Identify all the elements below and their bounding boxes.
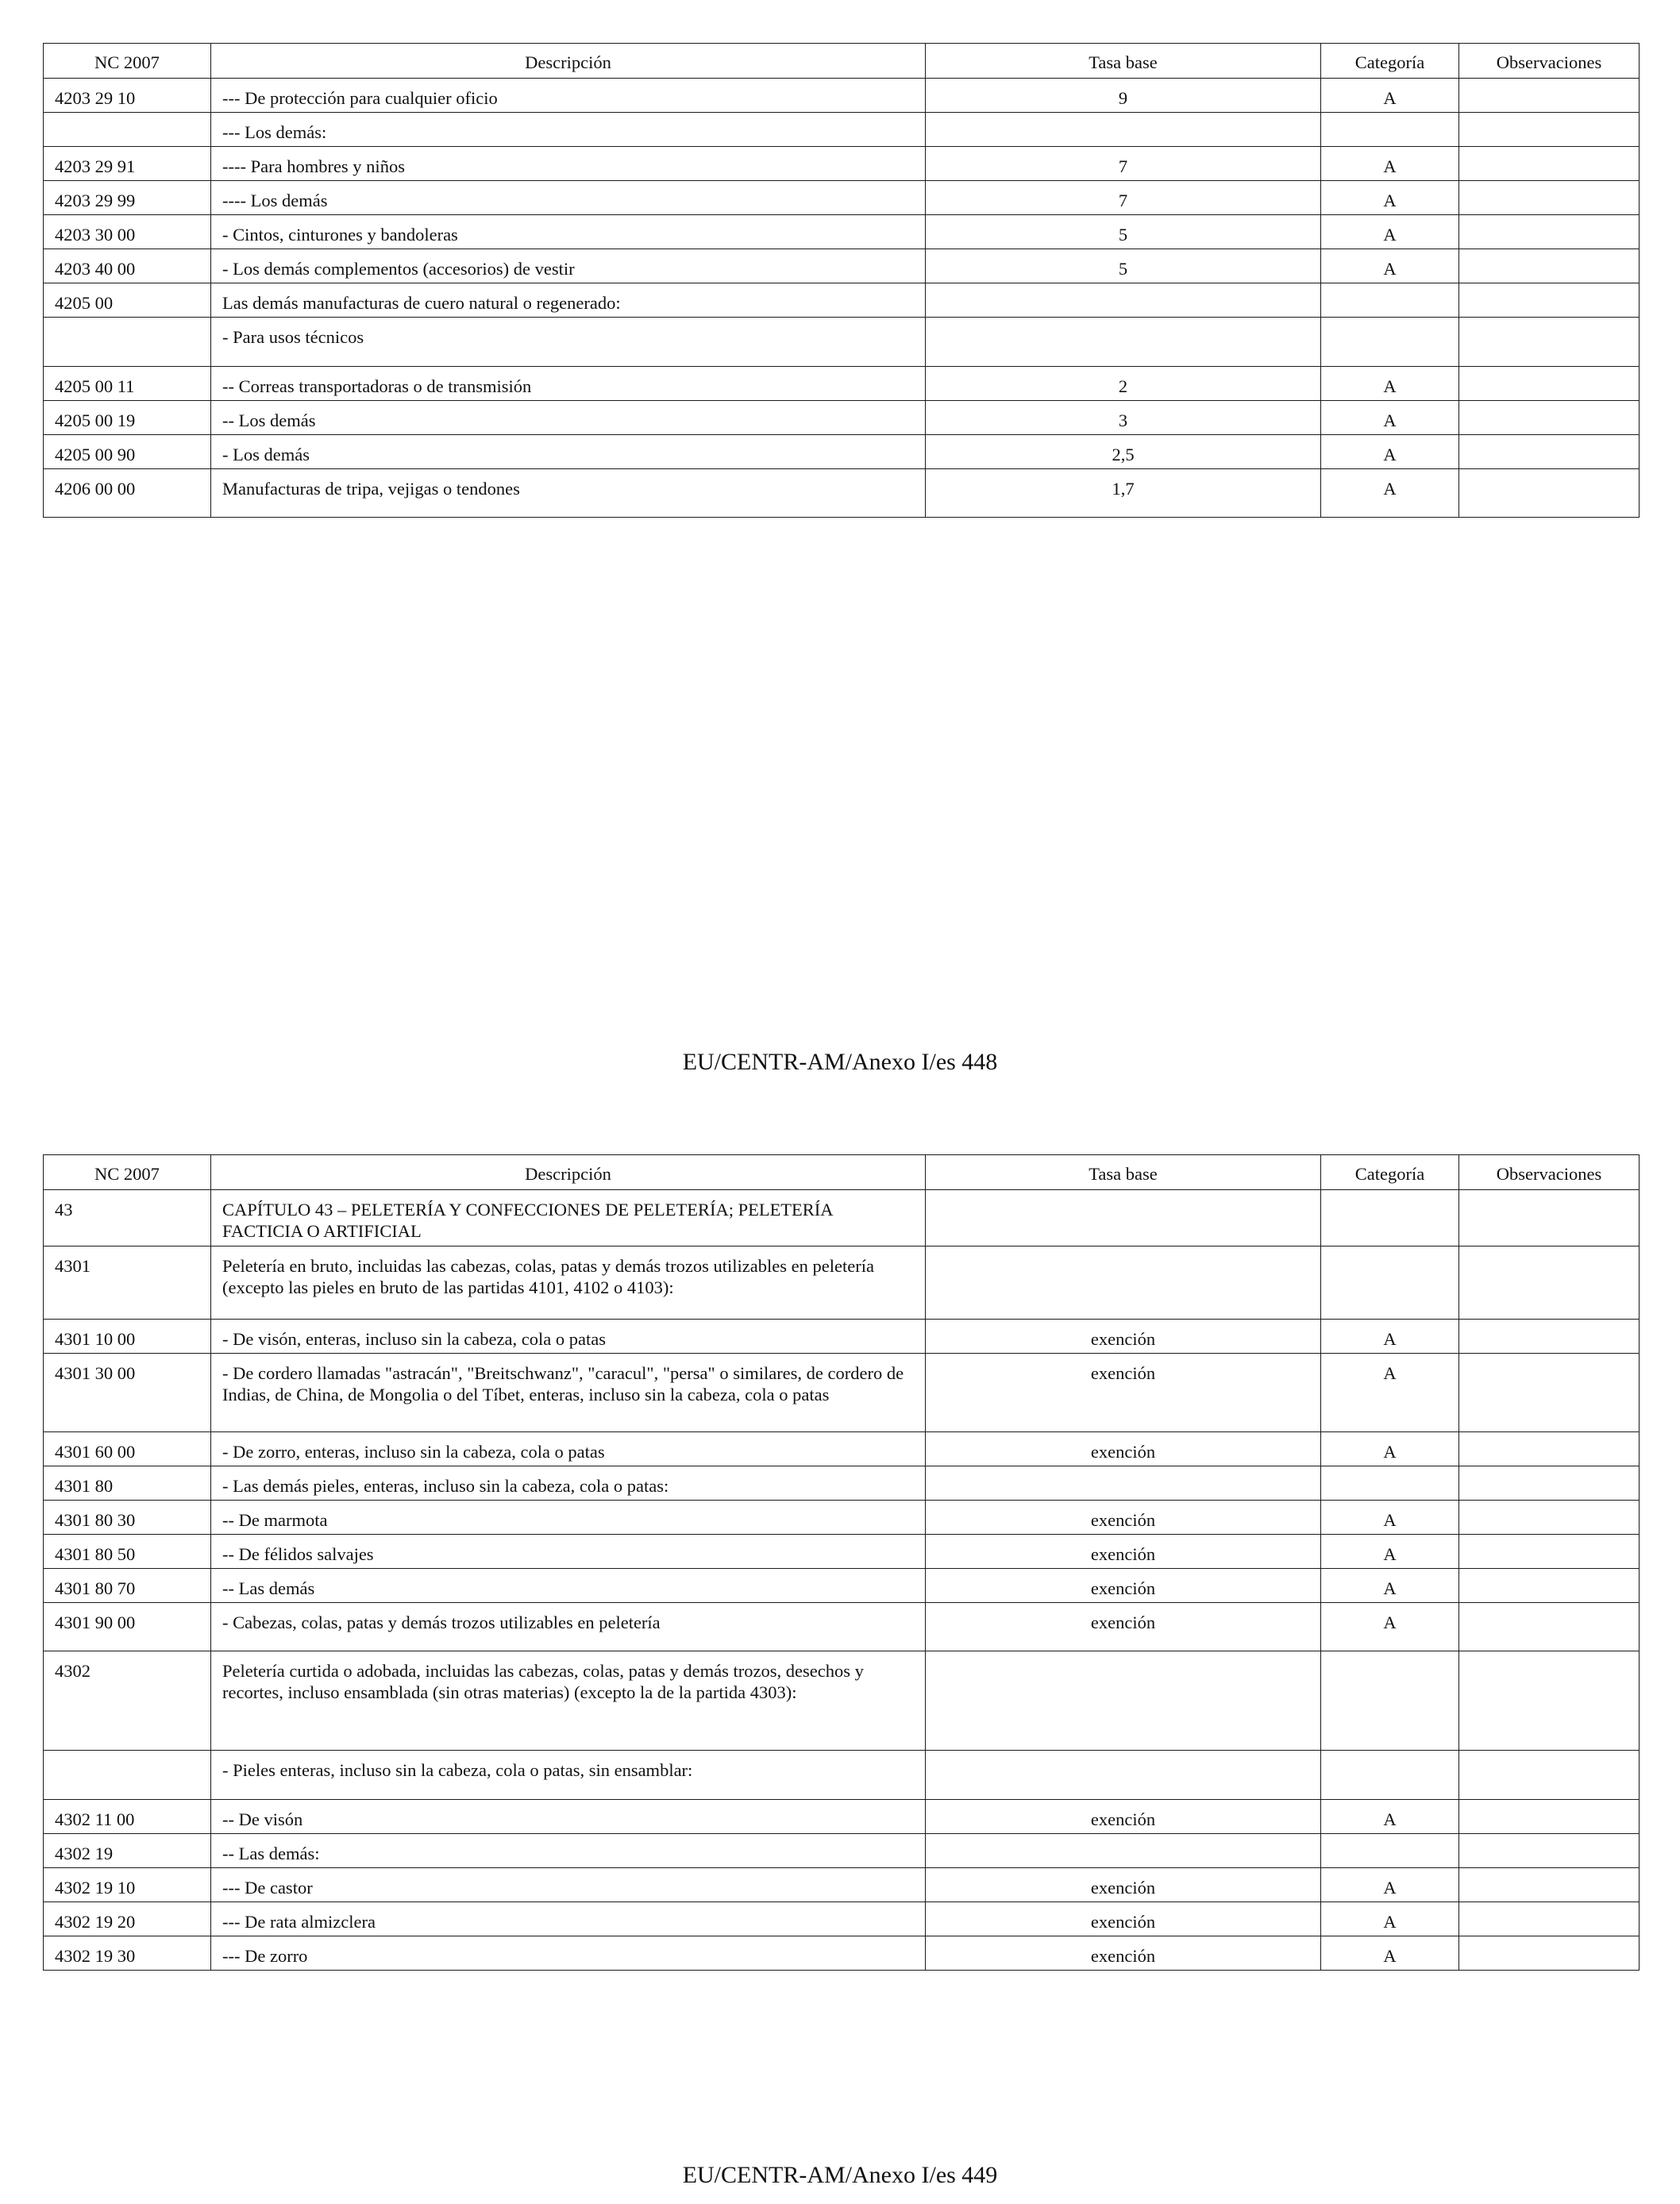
categoria-cell [1321, 1651, 1459, 1751]
tasa-base-cell: 3 [926, 401, 1321, 435]
observaciones-cell [1459, 1751, 1640, 1800]
categoria-cell: A [1321, 215, 1459, 249]
page-footer-449: EU/CENTR-AM/Anexo I/es 449 [682, 2162, 998, 2188]
description-cell: - Los demás [211, 435, 926, 469]
categoria-cell: A [1321, 181, 1459, 215]
tasa-base-cell: 1,7 [926, 469, 1321, 518]
header-descripcion: Descripción [211, 44, 926, 79]
header-descripcion: Descripción [211, 1155, 926, 1190]
table-row [44, 401, 1640, 435]
observaciones-cell [1459, 1354, 1640, 1432]
tasa-base-cell [926, 113, 1321, 147]
nc-cell: 4301 [44, 1246, 211, 1320]
tasa-base-cell [926, 1651, 1321, 1751]
observaciones-cell [1459, 1501, 1640, 1535]
table-row [44, 1354, 1640, 1432]
tasa-base-cell: 2 [926, 367, 1321, 401]
table-row [44, 1320, 1640, 1354]
tariff-table-page-448 [43, 43, 1640, 518]
description-cell: - Los demás complementos (accesorios) de vestir [211, 249, 926, 283]
nc-cell: 4205 00 [44, 283, 211, 318]
nc-cell: 4203 30 00 [44, 215, 211, 249]
header-categoria: Categoría [1321, 44, 1459, 79]
categoria-cell: A [1321, 79, 1459, 113]
tasa-base-cell: 7 [926, 181, 1321, 215]
description-cell: Las demás manufacturas de cuero natural o regenerado: [211, 283, 926, 318]
description-cell: - De cordero llamadas "astracán", "Breitschwanz", "caracul", "persa" o similares, de cordero de Indias, de China, de Mongolia o del Tíbet, enteras, incluso sin la cabeza, cola o patas [211, 1354, 926, 1432]
observaciones-cell [1459, 1246, 1640, 1320]
table-row [44, 1501, 1640, 1535]
categoria-cell: A [1321, 1936, 1459, 1971]
nc-cell: 4205 00 19 [44, 401, 211, 435]
description-cell: - De visón, enteras, incluso sin la cabeza, cola o patas [211, 1320, 926, 1354]
nc-cell: 4203 29 10 [44, 79, 211, 113]
categoria-cell [1321, 1751, 1459, 1800]
description-cell: --- Los demás: [211, 113, 926, 147]
description-cell: - De zorro, enteras, incluso sin la cabeza, cola o patas [211, 1432, 926, 1466]
header-tasa-base: Tasa base [926, 1155, 1321, 1190]
description-cell: -- Los demás [211, 401, 926, 435]
observaciones-cell [1459, 1535, 1640, 1569]
table-row [44, 1902, 1640, 1936]
description-cell: -- De félidos salvajes [211, 1535, 926, 1569]
table-row [44, 283, 1640, 318]
tasa-base-cell [926, 318, 1321, 367]
page-footer-448: EU/CENTR-AM/Anexo I/es 448 [682, 1049, 998, 1075]
description-cell: - Pieles enteras, incluso sin la cabeza, cola o patas, sin ensamblar: [211, 1751, 926, 1800]
categoria-cell: A [1321, 401, 1459, 435]
tariff-table-page-449 [43, 1154, 1640, 1971]
table-header-row [44, 1155, 1640, 1190]
header-nc: NC 2007 [44, 1155, 211, 1190]
header-tasa-base: Tasa base [926, 44, 1321, 79]
tasa-base-cell [926, 1190, 1321, 1246]
categoria-cell [1321, 1834, 1459, 1868]
tasa-base-cell: exención [926, 1354, 1321, 1432]
nc-cell: 4206 00 00 [44, 469, 211, 518]
table-row [44, 1535, 1640, 1569]
tasa-base-cell: 7 [926, 147, 1321, 181]
categoria-cell: A [1321, 435, 1459, 469]
tasa-base-cell: 2,5 [926, 435, 1321, 469]
description-cell: -- De visón [211, 1800, 926, 1834]
tasa-base-cell: exención [926, 1320, 1321, 1354]
categoria-cell: A [1321, 367, 1459, 401]
description-cell: --- De zorro [211, 1936, 926, 1971]
observaciones-cell [1459, 181, 1640, 215]
description-cell: ---- Para hombres y niños [211, 147, 926, 181]
table-row [44, 1834, 1640, 1868]
table-row [44, 79, 1640, 113]
tasa-base-cell [926, 1834, 1321, 1868]
description-cell: -- Las demás [211, 1569, 926, 1603]
description-cell: ---- Los demás [211, 181, 926, 215]
header-nc: NC 2007 [44, 44, 211, 79]
categoria-cell: A [1321, 1902, 1459, 1936]
nc-cell: 4302 19 10 [44, 1868, 211, 1902]
table-row [44, 318, 1640, 367]
categoria-cell: A [1321, 1603, 1459, 1651]
tasa-base-cell: 5 [926, 215, 1321, 249]
observaciones-cell [1459, 283, 1640, 318]
table-row [44, 1432, 1640, 1466]
tasa-base-cell: exención [926, 1501, 1321, 1535]
nc-cell: 4203 29 99 [44, 181, 211, 215]
tasa-base-cell: exención [926, 1936, 1321, 1971]
nc-cell: 43 [44, 1190, 211, 1246]
tasa-base-cell: 5 [926, 249, 1321, 283]
description-cell: - Cabezas, colas, patas y demás trozos utilizables en peletería [211, 1603, 926, 1651]
table-row [44, 1751, 1640, 1800]
categoria-cell: A [1321, 1569, 1459, 1603]
table-row [44, 1868, 1640, 1902]
observaciones-cell [1459, 1320, 1640, 1354]
nc-cell: 4301 80 30 [44, 1501, 211, 1535]
categoria-cell [1321, 283, 1459, 318]
tasa-base-cell: exención [926, 1902, 1321, 1936]
categoria-cell: A [1321, 1432, 1459, 1466]
categoria-cell: A [1321, 1501, 1459, 1535]
tasa-base-cell: exención [926, 1800, 1321, 1834]
tasa-base-cell [926, 283, 1321, 318]
nc-cell: 4203 29 91 [44, 147, 211, 181]
description-cell: Peletería en bruto, incluidas las cabezas, colas, patas y demás trozos utilizables en peletería (excepto las pieles en bruto de las partidas 4101, 4102 o 4103): [211, 1246, 926, 1320]
tasa-base-cell: 9 [926, 79, 1321, 113]
nc-cell: 4205 00 11 [44, 367, 211, 401]
nc-cell: 4301 60 00 [44, 1432, 211, 1466]
observaciones-cell [1459, 147, 1640, 181]
categoria-cell [1321, 1246, 1459, 1320]
description-cell: - Cintos, cinturones y bandoleras [211, 215, 926, 249]
description-cell: Manufacturas de tripa, vejigas o tendones [211, 469, 926, 518]
categoria-cell: A [1321, 1868, 1459, 1902]
categoria-cell: A [1321, 469, 1459, 518]
observaciones-cell [1459, 1936, 1640, 1971]
observaciones-cell [1459, 1902, 1640, 1936]
table-row [44, 113, 1640, 147]
nc-cell: 4301 90 00 [44, 1603, 211, 1651]
table-row [44, 1651, 1640, 1751]
nc-cell: 4302 11 00 [44, 1800, 211, 1834]
nc-cell: 4205 00 90 [44, 435, 211, 469]
observaciones-cell [1459, 469, 1640, 518]
table-row [44, 1466, 1640, 1501]
observaciones-cell [1459, 1190, 1640, 1246]
tasa-base-cell [926, 1751, 1321, 1800]
observaciones-cell [1459, 318, 1640, 367]
observaciones-cell [1459, 1800, 1640, 1834]
tasa-base-cell: exención [926, 1569, 1321, 1603]
categoria-cell [1321, 1190, 1459, 1246]
header-observaciones: Observaciones [1459, 1155, 1640, 1190]
observaciones-cell [1459, 1569, 1640, 1603]
description-cell: -- Las demás: [211, 1834, 926, 1868]
categoria-cell: A [1321, 1320, 1459, 1354]
tasa-base-cell [926, 1466, 1321, 1501]
nc-cell [44, 1751, 211, 1800]
description-cell: --- De rata almizclera [211, 1902, 926, 1936]
description-cell: -- Correas transportadoras o de transmisión [211, 367, 926, 401]
tasa-base-cell [926, 1246, 1321, 1320]
tasa-base-cell: exención [926, 1868, 1321, 1902]
table-row [44, 1246, 1640, 1320]
nc-cell: 4203 40 00 [44, 249, 211, 283]
tasa-base-cell: exención [926, 1432, 1321, 1466]
table-row [44, 1190, 1640, 1246]
categoria-cell [1321, 1466, 1459, 1501]
categoria-cell: A [1321, 147, 1459, 181]
nc-cell [44, 113, 211, 147]
description-cell: Peletería curtida o adobada, incluidas las cabezas, colas, patas y demás trozos, desechos y recortes, incluso ensamblada (sin otras materias) (excepto la de la partida 4303): [211, 1651, 926, 1751]
description-cell: -- De marmota [211, 1501, 926, 1535]
nc-cell: 4301 80 50 [44, 1535, 211, 1569]
observaciones-cell [1459, 367, 1640, 401]
header-observaciones: Observaciones [1459, 44, 1640, 79]
header-categoria: Categoría [1321, 1155, 1459, 1190]
categoria-cell: A [1321, 1535, 1459, 1569]
table-row [44, 1800, 1640, 1834]
table-row [44, 181, 1640, 215]
table-row [44, 249, 1640, 283]
nc-cell [44, 318, 211, 367]
description-cell: CAPÍTULO 43 – PELETERÍA Y CONFECCIONES DE PELETERÍA; PELETERÍA FACTICIA O ARTIFICIAL [211, 1190, 926, 1246]
categoria-cell: A [1321, 249, 1459, 283]
nc-cell: 4301 80 [44, 1466, 211, 1501]
table-row [44, 469, 1640, 518]
observaciones-cell [1459, 1603, 1640, 1651]
table-header-row [44, 44, 1640, 79]
description-cell: --- De castor [211, 1868, 926, 1902]
description-cell: --- De protección para cualquier oficio [211, 79, 926, 113]
table-row [44, 367, 1640, 401]
observaciones-cell [1459, 1868, 1640, 1902]
nc-cell: 4301 80 70 [44, 1569, 211, 1603]
categoria-cell [1321, 318, 1459, 367]
observaciones-cell [1459, 401, 1640, 435]
description-cell: - Para usos técnicos [211, 318, 926, 367]
observaciones-cell [1459, 1651, 1640, 1751]
nc-cell: 4302 19 20 [44, 1902, 211, 1936]
table-row [44, 1569, 1640, 1603]
observaciones-cell [1459, 113, 1640, 147]
table-row [44, 1603, 1640, 1651]
observaciones-cell [1459, 1834, 1640, 1868]
tasa-base-cell: exención [926, 1603, 1321, 1651]
tasa-base-cell: exención [926, 1535, 1321, 1569]
nc-cell: 4302 19 30 [44, 1936, 211, 1971]
nc-cell: 4301 10 00 [44, 1320, 211, 1354]
observaciones-cell [1459, 215, 1640, 249]
description-cell: - Las demás pieles, enteras, incluso sin la cabeza, cola o patas: [211, 1466, 926, 1501]
observaciones-cell [1459, 1466, 1640, 1501]
categoria-cell [1321, 113, 1459, 147]
table-row [44, 1936, 1640, 1971]
categoria-cell: A [1321, 1800, 1459, 1834]
observaciones-cell [1459, 1432, 1640, 1466]
observaciones-cell [1459, 249, 1640, 283]
nc-cell: 4301 30 00 [44, 1354, 211, 1432]
nc-cell: 4302 19 [44, 1834, 211, 1868]
nc-cell: 4302 [44, 1651, 211, 1751]
observaciones-cell [1459, 435, 1640, 469]
categoria-cell: A [1321, 1354, 1459, 1432]
table-row [44, 435, 1640, 469]
table-row [44, 147, 1640, 181]
observaciones-cell [1459, 79, 1640, 113]
table-row [44, 215, 1640, 249]
